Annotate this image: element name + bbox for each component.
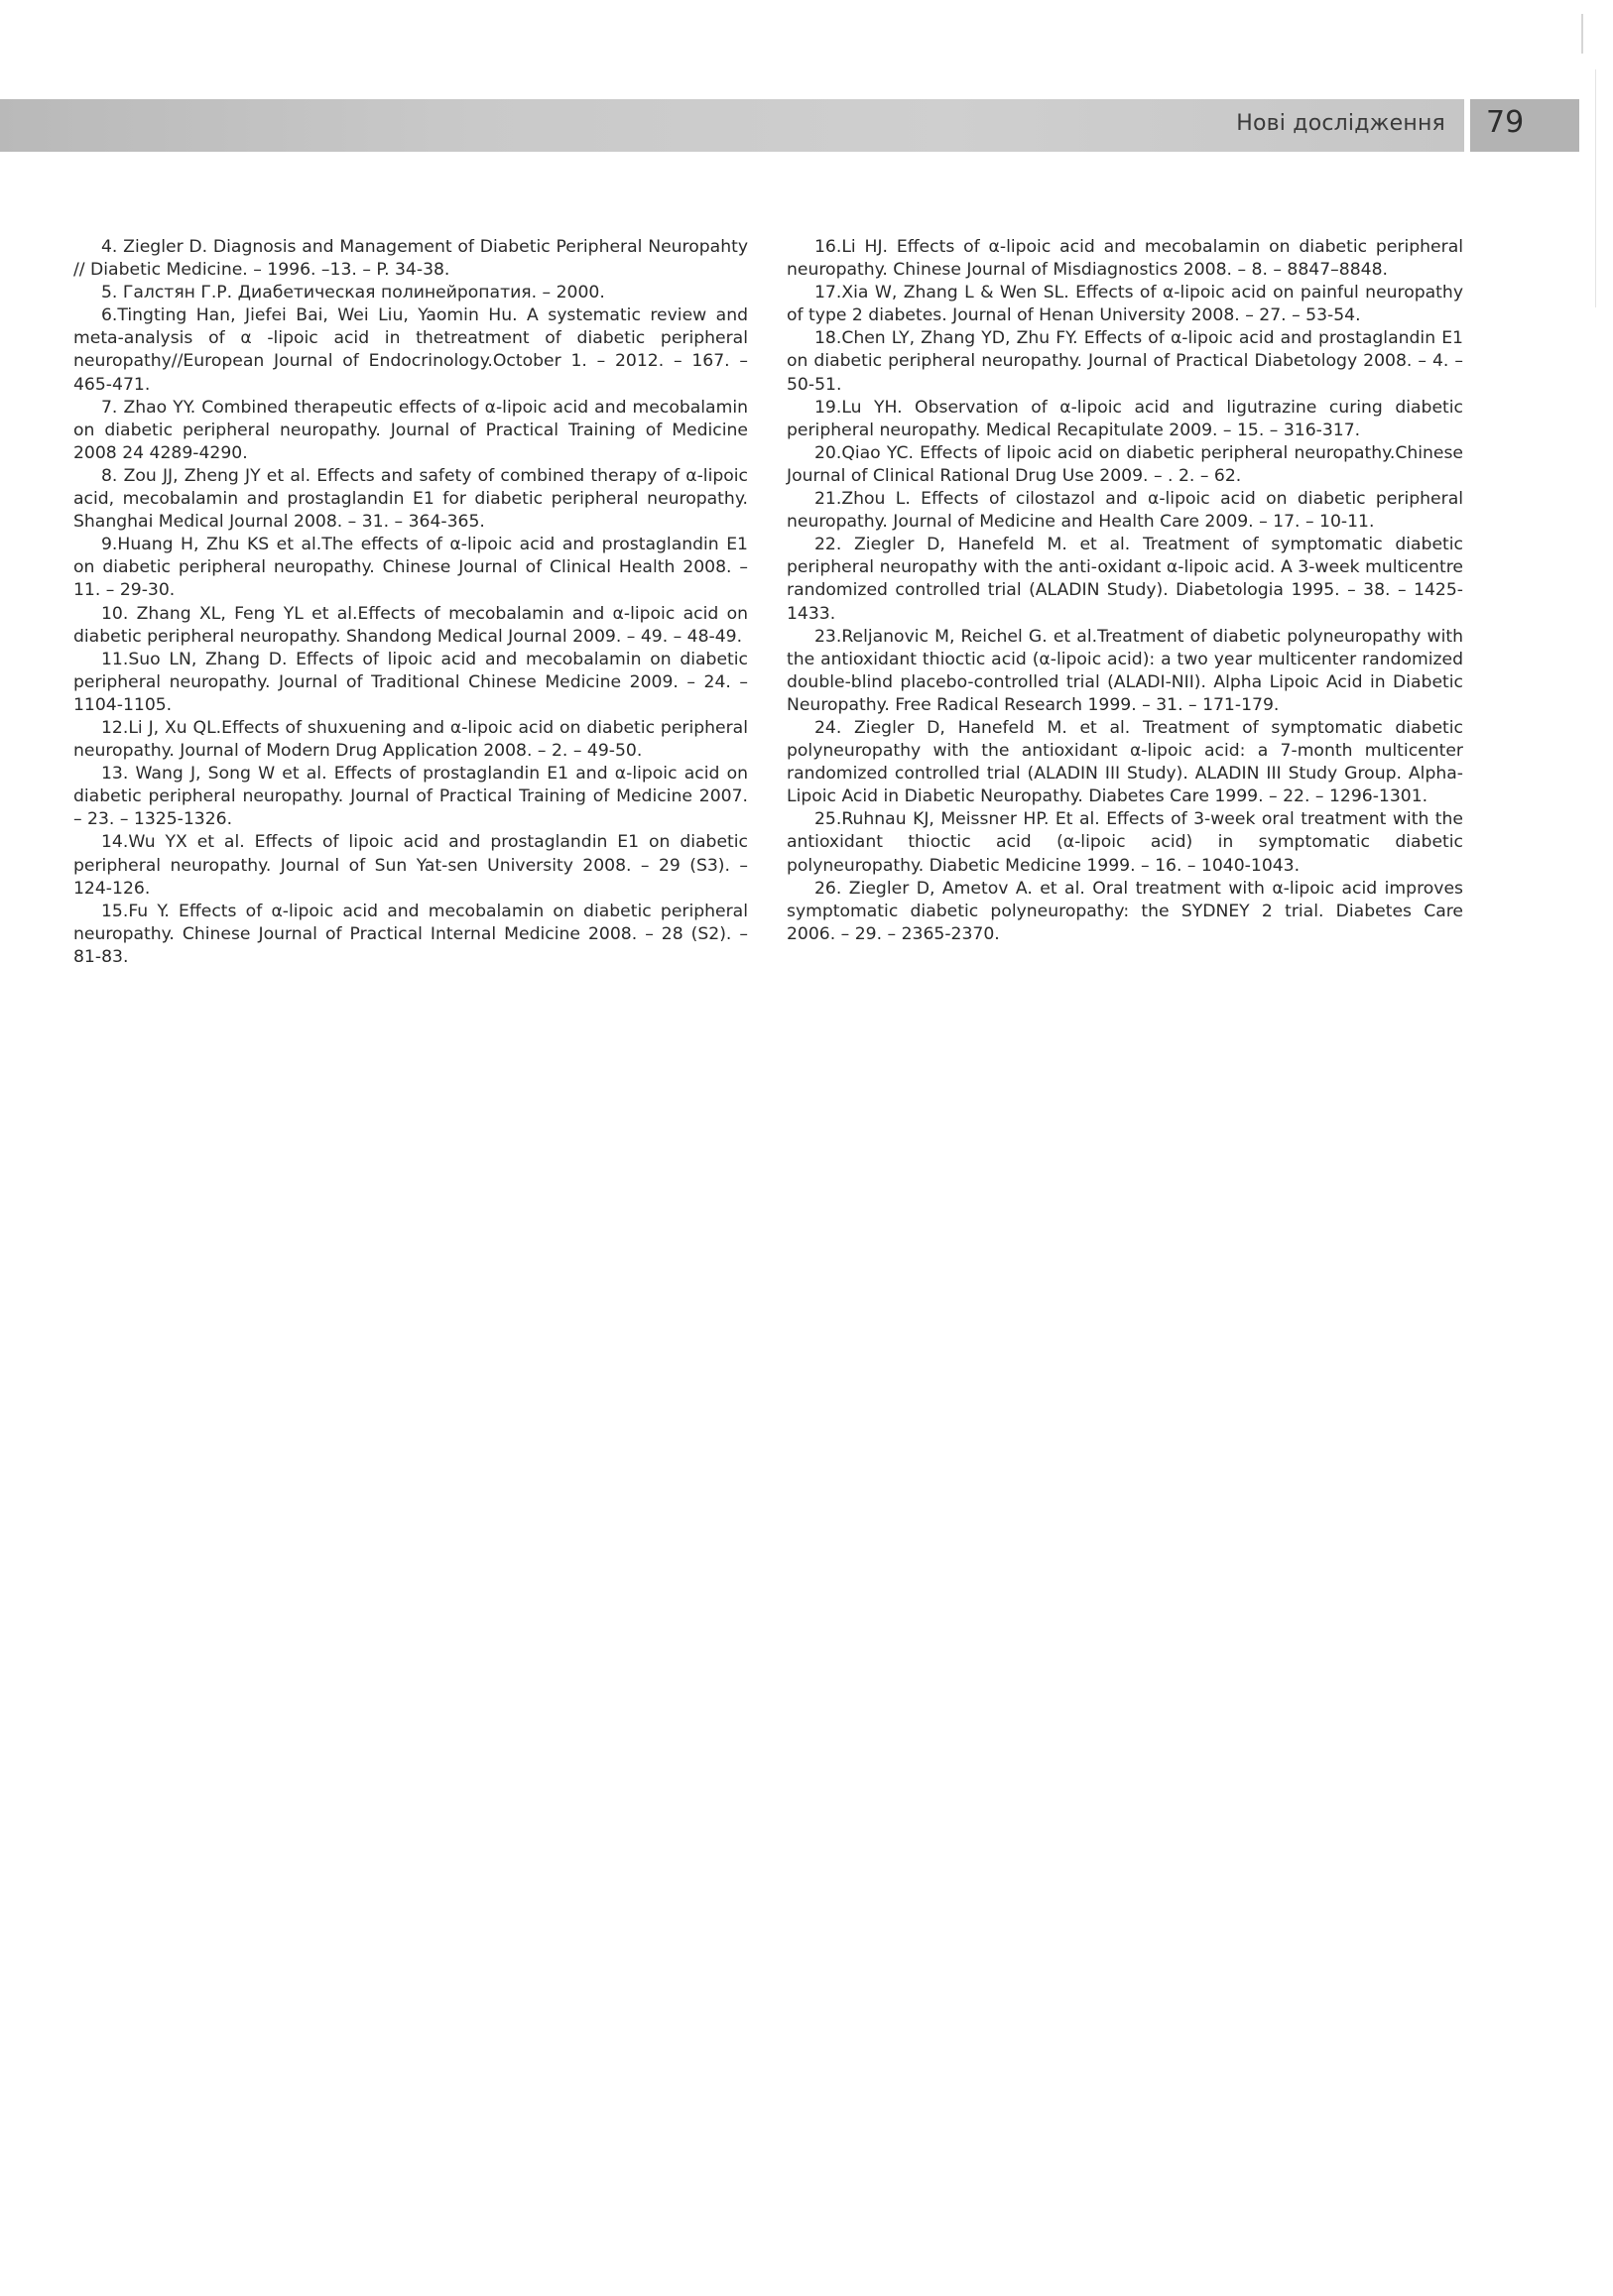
reference-entry: 15.Fu Y. Effects of α-lipoic acid and mecobalamin on diabetic peripheral neuropathy. Chinese Journal of Practical Internal Medicine 2008. – 28 (S2). – 81-83. (73, 901, 748, 967)
reference-entry: 16.Li HJ. Effects of α-lipoic acid and mecobalamin on diabetic peripheral neuropathy. Chinese Journal of Misdiagnostics 2008. – 8. – 8847–8848. (787, 237, 1463, 281)
reference-entry: 19.Lu YH. Observation of α-lipoic acid and ligutrazine curing diabetic peripheral neuropathy. Medical Recapitulate 2009. – 15. – 316-317. (787, 397, 1463, 440)
reference-entry: 26. Ziegler D, Ametov A. et al. Oral treatment with α-lipoic acid improves symptomatic diabetic polyneuropathy: the SYDNEY 2 trial. Diabetes Care 2006. – 29. – 2365-2370. (787, 878, 1463, 944)
scan-edge-mark (1595, 69, 1596, 307)
reference-entry: 10. Zhang XL, Feng YL et al.Effects of mecobalamin and α-lipoic acid on diabetic peripheral neuropathy. Shandong Medical Journal 2009. – 49. – 48-49. (73, 603, 748, 647)
scan-edge-mark (1581, 14, 1583, 54)
reference-entry: 20.Qiao YC. Effects of lipoic acid on diabetic peripheral neuropathy.Chinese Journal of Clinical Rational Drug Use 2009. – . 2. – 62. (787, 442, 1463, 486)
references-left-column (73, 236, 748, 969)
section-title: Нові дослідження (1236, 111, 1445, 136)
reference-entry: 11.Suo LN, Zhang D. Effects of lipoic acid and mecobalamin on diabetic peripheral neuropathy. Journal of Traditional Chinese Medicine 2009. – 24. – 1104-1105. (73, 649, 748, 715)
page-number-box (1464, 99, 1579, 152)
reference-entry: 21.Zhou L. Effects of cilostazol and α-lipoic acid on diabetic peripheral neuropathy. Journal of Medicine and Health Care 2009. – 17. – 10-11. (787, 489, 1463, 533)
reference-entry: 6.Tingting Han, Jiefei Bai, Wei Liu, Yaomin Hu. A systematic review and meta-analysis of α -lipoic acid in thetreatment of diabetic peripheral neuropathy//European Journal of Endocrinology.October 1. – 2012. – 167. – 465-471. (73, 305, 748, 395)
reference-entry: 24. Ziegler D, Hanefeld M. et al. Treatment of symptomatic diabetic polyneuropathy with the antioxidant α-lipoic acid: a 7-month multicenter randomized controlled trial (ALADIN III Study). ALADIN III Study Group. Alpha-Lipoic Acid in Diabetic Neuropathy. Diabetes Care 1999. – 22. – 1296-1301. (787, 717, 1463, 807)
reference-entry: 22. Ziegler D, Hanefeld M. et al. Treatment of symptomatic diabetic peripheral neuropathy with the anti-oxidant α-lipoic acid. A 3-week multicentre randomized controlled trial (ALADIN Study). Diabetologia 1995. – 38. – 1425-1433. (787, 535, 1463, 624)
reference-entry: 13. Wang J, Song W et al. Effects of prostaglandin E1 and α-lipoic acid on diabetic peripheral neuropathy. Journal of Practical Training of Medicine 2007. – 23. – 1325-1326. (73, 764, 748, 830)
reference-entry: 17.Xia W, Zhang L & Wen SL. Effects of α-lipoic acid on painful neuropathy of type 2 diabetes. Journal of Henan University 2008. – 27. – 53-54. (787, 283, 1463, 326)
reference-entry: 14.Wu YX et al. Effects of lipoic acid and prostaglandin E1 on diabetic peripheral neuropathy. Journal of Sun Yat-sen University 2008. – 29 (S3). – 124-126. (73, 832, 748, 899)
reference-entry: 12.Li J, Xu QL.Effects of shuxuening and α-lipoic acid on diabetic peripheral neuropathy. Journal of Modern Drug Application 2008. – 2. – 49-50. (73, 717, 748, 762)
reference-entry: 8. Zou JJ, Zheng JY et al. Effects and safety of combined therapy of α-lipoic acid, mecobalamin and prostaglandin E1 for diabetic peripheral neuropathy. Shanghai Medical Journal 2008. – 31. – 364-365. (73, 465, 748, 533)
reference-entry: 4. Ziegler D. Diagnosis and Management of Diabetic Peripheral Neuropahty // Diabetic Medicine. – 1996. –13. – P. 34-38. (73, 237, 748, 281)
reference-entry: 5. Галстян Г.Р. Диабетическая полинейропатия. – 2000. (101, 283, 605, 303)
reference-entry: 7. Zhao YY. Combined therapeutic effects of α-lipoic acid and mecobalamin on diabetic peripheral neuropathy. Journal of Practical Training of Medicine 2008 24 4289-4290. (73, 397, 748, 463)
reference-entry: 25.Ruhnau KJ, Meissner HP. Et al. Effects of 3-week oral treatment with the antioxidant thioctic acid (α-lipoic acid) in symptomatic diabetic polyneuropathy. Diabetic Medicine 1999. – 16. – 1040-1043. (787, 809, 1463, 876)
references-right-column (787, 236, 1463, 946)
reference-entry: 9.Huang H, Zhu KS et al.The effects of α-lipoic acid and prostaglandin E1 on diabetic peripheral neuropathy. Chinese Journal of Clinical Health 2008. – 11. – 29-30. (73, 535, 748, 601)
reference-entry: 18.Chen LY, Zhang YD, Zhu FY. Effects of α-lipoic acid and prostaglandin E1 on diabetic peripheral neuropathy. Journal of Practical Diabetology 2008. – 4. – 50-51. (787, 328, 1463, 395)
running-header (0, 99, 1579, 152)
reference-entry: 23.Reljanovic M, Reichel G. et al.Treatment of diabetic polyneuropathy with the antioxidant thioctic acid (α-lipoic acid): a two year multicenter randomized double-blind placebo-controlled trial (ALADI-NII). Alpha Lipoic Acid in Diabetic Neuropathy. Free Radical Research 1999. – 31. – 171-179. (787, 626, 1463, 715)
page-number: 79 (1486, 105, 1525, 140)
